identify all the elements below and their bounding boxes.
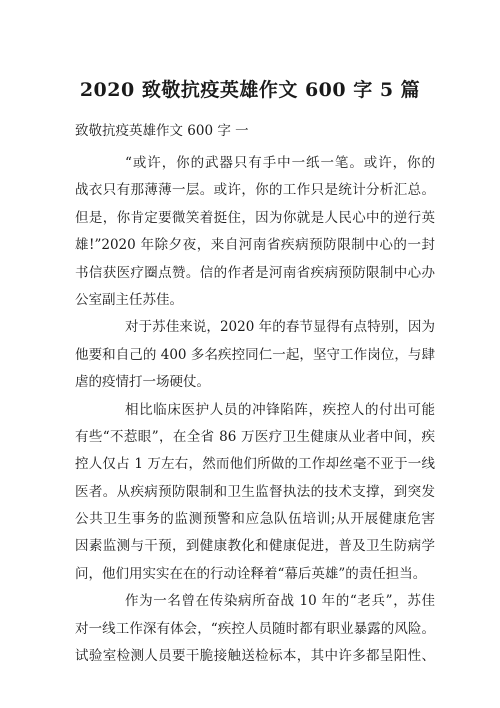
text-line: 相比临床医护人员的冲锋陷阵，疾控人的付出可能: [125, 401, 435, 418]
text-line: 虐的疫情打一场硬仗。: [75, 374, 210, 391]
paragraph: [75, 150, 435, 314]
paragraph: [75, 397, 435, 589]
text-line: 但是，你肯定要微笑着挺住，因为你就是人民心中的逆行英: [75, 209, 435, 226]
text-line: 控人仅占 1 万左右，然而他们所做的工作却丝毫不亚于一线: [75, 456, 435, 473]
text-line: 公室副主任苏佳。: [75, 291, 183, 308]
text-line: 他要和自己的 400 多名疾控同仁一起，坚守工作岗位，与肆: [75, 346, 435, 363]
text-line: 书信获医疗圈点赞。信的作者是河南省疾病预防限制中心办: [75, 264, 435, 281]
paragraph: [75, 588, 435, 670]
text-line: 试验室检测人员要干脆接触送检标本，其中许多都呈阳性、: [75, 648, 435, 665]
document-body: [75, 150, 435, 670]
text-line: “或许，你的武器只有手中一纸一笔。或许，你的: [125, 155, 435, 171]
document-title: 2020 致敬抗疫英雄作文 600 字 5 篇: [79, 79, 421, 101]
text-line: 雄!”2020 年除夕夜，来自河南省疾病预防限制中心的一封: [75, 237, 435, 254]
text-line: 医者。从疾病预防限制和卫生监督执法的技术支撑，到突发: [75, 483, 435, 500]
text-line: 对一线工作深有体会，“疾控人员随时都有职业暴露的风险。: [75, 620, 435, 637]
text-line: 作为一名曾在传染病所奋战 10 年的“老兵”，苏佳: [125, 593, 435, 610]
text-line: 有些“不惹眼”，在全省 86 万医疗卫生健康从业者中间，疾: [75, 428, 435, 445]
text-line: 对于苏佳来说，2020 年的春节显得有点特别，因为: [125, 319, 435, 336]
text-line: 公共卫生事务的监测预警和应急队伍培训;从开展健康危害: [75, 511, 435, 528]
text-line: 问，他们用实实在在的行动诠释着“幕后英雄”的责任担当。: [75, 565, 427, 582]
document-subtitle: 致敬抗疫英雄作文 600 字 一: [75, 123, 249, 139]
text-line: 因素监测与干预，到健康教化和健康促进，普及卫生防病学: [75, 538, 435, 555]
paragraph: [75, 314, 435, 396]
text-line: 战衣只有那薄薄一层。或许，你的工作只是统计分析汇总。: [75, 182, 435, 199]
